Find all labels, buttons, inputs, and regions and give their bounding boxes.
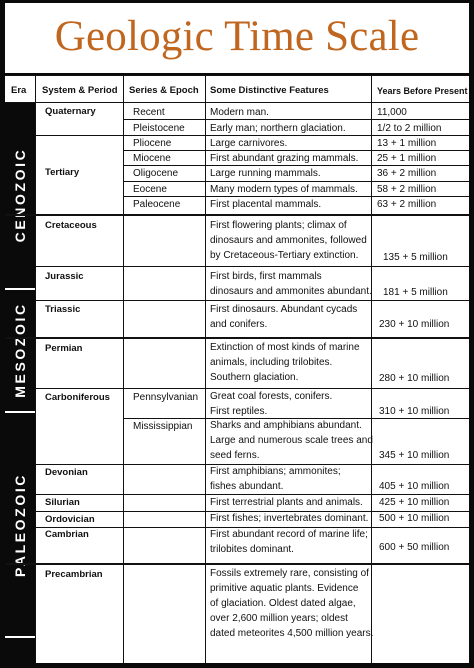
era-cell-mesozoic	[5, 290, 35, 411]
feature-mississippian-line-3: seed ferns.	[210, 450, 260, 461]
period-precambrian: Precambrian	[45, 569, 103, 580]
feature-permian-line-1: Extinction of most kinds of marine	[210, 342, 360, 353]
years-oligocene: 36 + 2 million	[377, 168, 437, 179]
period-permian: Permian	[45, 343, 83, 354]
epoch-mississippian: Mississippian	[133, 421, 193, 432]
years-triassic: 230 + 10 million	[379, 319, 450, 330]
era-divider	[5, 337, 469, 339]
feature-pennsylvanian-line-2: First reptiles.	[210, 406, 268, 417]
period-tertiary: Tertiary	[45, 167, 80, 178]
era-cell-precambrian	[5, 638, 35, 663]
era-label-cenozoic: CENOZOIC	[12, 147, 28, 243]
period-silurian: Silurian	[45, 497, 80, 508]
time-scale-table	[5, 75, 469, 663]
row-divider	[35, 266, 469, 267]
period-cambrian: Cambrian	[45, 529, 89, 540]
feature-oligocene: Large running mammals.	[210, 168, 321, 179]
period-cretaceous: Cretaceous	[45, 220, 97, 231]
header-era: Era	[11, 85, 27, 96]
column-divider	[205, 75, 206, 663]
feature-eocene: Many modern types of mammals.	[210, 184, 358, 195]
feature-precambrian-line-5: dated meteorites 4,500 million years.	[210, 628, 374, 639]
years-cretaceous: 135 + 5 million	[383, 252, 448, 263]
years-pennsylvanian: 310 + 10 million	[379, 406, 450, 417]
epoch-pennsylvanian: Pennsylvanian	[133, 392, 199, 403]
feature-permian-line-3: Southern glaciation.	[210, 372, 299, 383]
period-ordovician: Ordovician	[45, 514, 95, 525]
years-silurian: 425 + 10 million	[379, 497, 450, 508]
era-divider	[5, 214, 469, 216]
feature-cretaceous-line-2: dinosaurs and ammonites, followed	[210, 235, 367, 246]
feature-precambrian-line-3: of glaciation. Oldest dated algae,	[210, 598, 356, 609]
feature-recent: Modern man.	[210, 107, 269, 118]
feature-precambrian-line-4: over 2,600 million years; oldest	[210, 613, 348, 624]
feature-triassic-line-1: First dinosaurs. Abundant cycads	[210, 304, 358, 315]
feature-cambrian-line-1: First abundant record of marine life;	[210, 529, 368, 540]
feature-permian-line-2: animals, including trilobites.	[210, 357, 333, 368]
epoch-miocene: Miocene	[133, 153, 171, 164]
feature-jurassic-line-1: First birds, first mammals	[210, 271, 322, 282]
era-cell-cenozoic	[5, 103, 35, 288]
years-devonian: 405 + 10 million	[379, 481, 450, 492]
feature-mississippian-line-1: Sharks and amphibians abundant.	[210, 420, 362, 431]
epoch-pleistocene: Pleistocene	[133, 123, 185, 134]
era-label-paleozoic: PALEOZOIC	[12, 472, 28, 578]
column-divider	[371, 75, 372, 663]
feature-devonian-line-2: fishes abundant.	[210, 481, 284, 492]
feature-triassic-line-2: and conifers.	[210, 319, 268, 330]
years-ordovician: 500 + 10 million	[379, 513, 450, 524]
header-series-epoch: Series & Epoch	[129, 85, 199, 96]
feature-precambrian-line-1: Fossils extremely rare, consisting of	[210, 568, 369, 579]
era-label-mesozoic: MESOZOIC	[12, 302, 28, 398]
feature-cretaceous-line-1: First flowering plants; climax of	[210, 220, 347, 231]
era-divider	[5, 563, 469, 565]
feature-precambrian-line-2: primitive aquatic plants. Evidence	[210, 583, 359, 594]
period-triassic: Triassic	[45, 304, 81, 315]
epoch-oligocene: Oligocene	[133, 168, 179, 179]
column-divider	[35, 75, 36, 663]
years-permian: 280 + 10 million	[379, 373, 450, 384]
row-divider	[5, 75, 469, 76]
years-eocene: 58 + 2 million	[377, 184, 437, 195]
epoch-recent: Recent	[133, 107, 165, 118]
epoch-eocene: Eocene	[133, 184, 167, 195]
feature-cambrian-line-2: trilobites dominant.	[210, 544, 294, 555]
years-paleocene: 63 + 2 million	[377, 199, 437, 210]
header-system-period: System & Period	[42, 85, 118, 96]
row-divider	[123, 181, 469, 182]
row-divider	[5, 102, 469, 103]
epoch-pliocene: Pliocene	[133, 138, 172, 149]
period-jurassic: Jurassic	[45, 271, 84, 282]
period-carboniferous: Carboniferous	[45, 392, 110, 403]
row-divider	[35, 300, 469, 301]
feature-devonian-line-1: First amphibians; ammonites;	[210, 466, 341, 477]
page-title: Geologic Time Scale	[54, 13, 420, 60]
years-jurassic: 181 + 5 million	[383, 287, 448, 298]
feature-paleocene: First placental mammals.	[210, 199, 322, 210]
feature-miocene: First abundant grazing mammals.	[210, 153, 359, 164]
years-miocene: 25 + 1 million	[377, 153, 437, 164]
period-devonian: Devonian	[45, 467, 88, 478]
row-divider	[123, 119, 469, 120]
row-divider	[35, 494, 469, 495]
header-years: Years Before Present	[377, 86, 468, 96]
feature-ordovician: First fishes; invertebrates dominant.	[210, 513, 369, 524]
header-features: Some Distinctive Features	[210, 85, 329, 96]
feature-cretaceous-line-3: by Cretaceous-Tertiary extinction.	[210, 250, 359, 261]
feature-pleistocene: Early man; northern glaciation.	[210, 123, 346, 134]
years-cambrian: 600 + 50 million	[379, 542, 450, 553]
column-divider	[123, 75, 124, 663]
feature-jurassic-line-2: dinosaurs and ammonites abundant.	[210, 286, 372, 297]
feature-mississippian-line-2: Large and numerous scale trees and	[210, 435, 373, 446]
years-recent: 11,000	[377, 107, 407, 118]
period-quaternary: Quaternary	[45, 106, 96, 117]
feature-silurian: First terrestrial plants and animals.	[210, 497, 363, 508]
years-mississippian: 345 + 10 million	[379, 450, 450, 461]
epoch-paleocene: Paleocene	[133, 199, 181, 210]
title-band	[5, 3, 469, 73]
row-divider	[35, 388, 469, 389]
years-pliocene: 13 + 1 million	[377, 138, 437, 149]
years-pleistocene: 1/2 to 2 million	[377, 123, 442, 134]
feature-pennsylvanian-line-1: Great coal forests, conifers.	[210, 391, 333, 402]
era-cell-paleozoic	[5, 413, 35, 636]
feature-pliocene: Large carnivores.	[210, 138, 288, 149]
